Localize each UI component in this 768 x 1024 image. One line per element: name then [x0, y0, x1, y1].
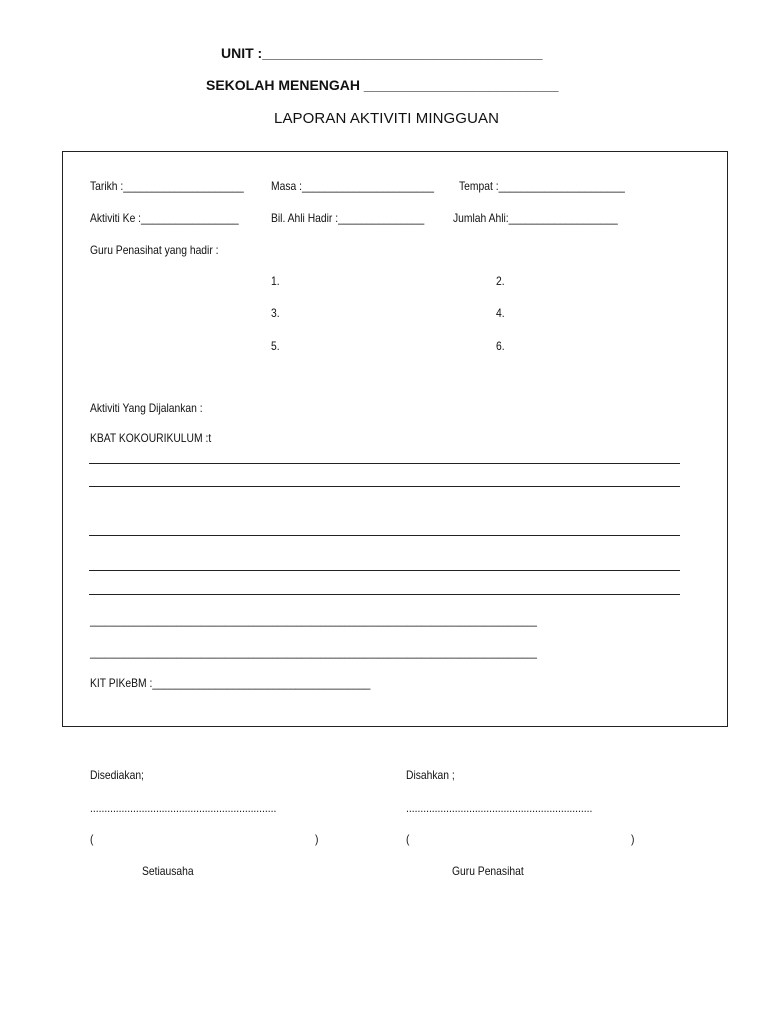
open-paren-left: ( — [90, 832, 94, 846]
disediakan-label: Disediakan; — [90, 768, 144, 782]
guru-penasihat-label: Guru Penasihat yang hadir : — [90, 243, 219, 257]
signature-dots-right: ................................................................. — [406, 801, 593, 815]
unit-field: UNIT :____________________________________ — [221, 45, 543, 61]
guru-number-2: 2. — [496, 274, 505, 288]
writing-line — [89, 594, 680, 595]
writing-line — [89, 463, 680, 464]
jumlah-ahli-field: Jumlah Ahli:___________________ — [453, 211, 618, 225]
guru-number-6: 6. — [496, 339, 505, 353]
masa-field: Masa :_______________________ — [271, 179, 434, 193]
aktiviti-dijalankan-label: Aktiviti Yang Dijalankan : — [90, 401, 203, 415]
underscore-writing-line: _____________________________________________________________________________________________ — [90, 613, 537, 627]
page-title: LAPORAN AKTIVITI MINGGUAN — [274, 110, 500, 127]
underscore-writing-line: _____________________________________________________________________________________________ — [90, 645, 537, 659]
close-paren-right: ) — [631, 832, 635, 846]
writing-line — [89, 570, 680, 571]
writing-line — [89, 486, 680, 487]
bil-ahli-hadir-field: Bil. Ahli Hadir :_______________ — [271, 211, 425, 225]
guru-number-5: 5. — [271, 339, 280, 353]
kit-pikebm-field: KIT PIKeBM :______________________________________ — [90, 676, 371, 690]
school-field: SEKOLAH MENENGAH _________________________ — [206, 77, 559, 93]
aktiviti-ke-field: Aktiviti Ke :_________________ — [90, 211, 239, 225]
guru-penasihat-role: Guru Penasihat — [452, 864, 524, 878]
open-paren-right: ( — [406, 832, 410, 846]
guru-number-4: 4. — [496, 306, 505, 320]
guru-number-1: 1. — [271, 274, 280, 288]
close-paren-left: ) — [315, 832, 319, 846]
kbat-kokurikulum-label: KBAT KOKOURIKULUM :t — [90, 431, 212, 445]
tempat-field: Tempat :______________________ — [459, 179, 625, 193]
setiausaha-role: Setiausaha — [142, 864, 194, 878]
disahkan-label: Disahkan ; — [406, 768, 455, 782]
signature-dots-left: ................................................................. — [90, 801, 277, 815]
guru-number-3: 3. — [271, 306, 280, 320]
writing-line — [89, 535, 680, 536]
tarikh-field: Tarikh :_____________________ — [90, 179, 244, 193]
